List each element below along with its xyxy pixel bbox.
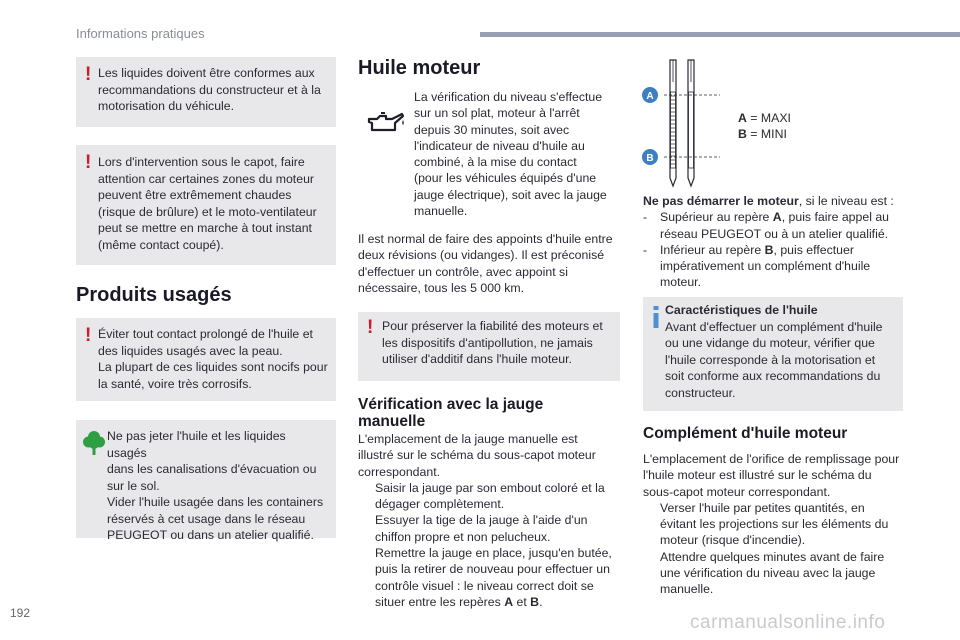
text-line: évitant les projections sur les éléments du — [660, 517, 889, 532]
warning-box-contact — [76, 318, 336, 401]
text-line: d'effectuer un contrôle, avec appoint si — [358, 264, 568, 279]
dash-item — [643, 242, 905, 291]
text-line: manuelle. — [660, 582, 714, 597]
oil-check-text — [414, 89, 614, 219]
text-line: Il est normal de faire des appoints d'huile entre — [358, 232, 613, 246]
text-line: Verser l'huile par petites quantités, en — [660, 500, 865, 515]
warning-exclamation-icon: ! — [85, 152, 92, 173]
legend-line — [738, 126, 791, 142]
box-line: peuvent être extrêmement chaudes — [98, 188, 292, 202]
box-line: la santé, voire très corrosifs. — [98, 376, 252, 391]
eco-tree-icon — [83, 430, 105, 456]
box-line: dans les canalisations d'évacuation ou — [107, 462, 317, 476]
legend-letter: B — [738, 127, 747, 141]
section-title-oil-topup: Complément d'huile moteur — [643, 425, 848, 442]
bullet-item — [643, 500, 905, 549]
box-line: La plupart de ces liquides sont nocifs pour — [98, 360, 328, 374]
text-line: illustré sur le schéma du sous-capot moteur — [358, 448, 596, 463]
warning-exclamation-icon: ! — [85, 325, 92, 346]
text-line: moteur. — [660, 275, 702, 290]
info-box-oil-specs — [643, 297, 903, 411]
text-span: Inférieur au repère — [660, 242, 765, 257]
text-line: L'emplacement de la jauge manuelle est — [358, 432, 578, 446]
bullet-item — [643, 549, 905, 598]
legend-letter: A — [738, 111, 747, 125]
text-line: réseau PEUGEOT ou à un atelier qualifié. — [660, 226, 889, 241]
text-line: correspondant. — [358, 464, 441, 479]
title-line: Vérification avec la jauge — [358, 396, 544, 413]
box-line: constructeur. — [665, 385, 736, 400]
box-line: l'huile corresponde à la motorisation et — [665, 352, 876, 367]
text-line — [660, 209, 905, 225]
box-line: Les liquides doivent être conformes aux — [98, 66, 315, 80]
text-line: l'indicateur de niveau d'huile au — [414, 138, 585, 153]
header-bar — [480, 32, 960, 37]
text-line — [375, 594, 620, 610]
watermark: carmanualsonline.info — [690, 612, 886, 633]
text-span: , si le niveau est : — [798, 194, 894, 208]
dipstick-instructions — [358, 431, 620, 610]
text-line: jauge électrique), soit avec la jauge — [414, 187, 607, 202]
text-line: contrôle visuel : le niveau correct doit se — [375, 578, 594, 593]
text-line: Remettre la jauge en place, jusqu'en butée, — [375, 546, 612, 561]
oil-topup-instructions — [643, 451, 905, 598]
text-span: , puis effectuer — [773, 242, 854, 257]
box-line: utiliser d'additif dans l'huile moteur. — [382, 352, 572, 366]
text-line: sous-capot moteur correspondant. — [643, 484, 831, 499]
eco-box-disposal — [76, 420, 336, 542]
box-line: Ne pas jeter l'huile et les liquides usagés — [107, 429, 286, 460]
marker-b-label: B — [646, 153, 654, 164]
box-line: Avant d'effectuer un complément d'huile — [665, 319, 883, 334]
text-line: Attendre quelques minutes avant de faire — [660, 549, 885, 564]
no-start-conditions — [643, 193, 905, 291]
text-line: Saisir la jauge par son embout coloré et la — [375, 480, 605, 495]
dash-mark: - — [643, 242, 648, 257]
dash-item — [643, 209, 905, 242]
box-line: sur le sol. — [107, 478, 160, 493]
warning-exclamation-icon: ! — [367, 317, 374, 338]
bullet-item — [358, 512, 620, 545]
text-span: . — [539, 594, 543, 609]
box-line: les dispositifs d'antipollution, ne jamais — [382, 335, 593, 350]
box-line: Lors d'intervention sous le capot, faire — [98, 155, 305, 169]
text-line: La vérification du niveau s'effectue — [414, 90, 603, 104]
text-line: l'huile moteur est illustré sur le schéma du — [643, 468, 872, 483]
legend-text: = MAXI — [746, 111, 791, 125]
text-line: Essuyer la tige de la jauge à l'aide d'un — [375, 513, 588, 528]
marker-ref-a: A — [504, 594, 514, 609]
box-line: PEUGEOT ou dans un atelier qualifié. — [107, 528, 314, 542]
warning-box-additive — [358, 312, 620, 381]
box-line: Pour préserver la fiabilité des moteurs et — [382, 319, 603, 333]
text-line: moteur (risque d'incendie). — [660, 533, 806, 548]
warning-box-hot-zones — [76, 145, 336, 265]
box-line: attention car certaines zones du moteur — [98, 171, 315, 186]
box-line: motorisation du véhicule. — [98, 99, 235, 113]
text-span: Supérieur au repère — [660, 210, 773, 225]
marker-ref-a: A — [772, 210, 782, 225]
legend-text: = MINI — [746, 127, 787, 141]
text-line: depuis 30 minutes, soit avec — [414, 122, 570, 137]
text-line: nécessaire, tous les 5 000 km. — [358, 280, 525, 295]
text-line: manuelle. — [414, 204, 468, 219]
text-line: impérativement un complément d'huile — [660, 259, 871, 274]
text-line: chiffon propre et non pelucheux. — [375, 529, 551, 544]
text-line: (pour les véhicules équipés d'une — [414, 171, 597, 186]
text-line: L'emplacement de l'orifice de remplissage pour — [643, 452, 900, 466]
text-line: une vérification du niveau avec la jauge — [660, 566, 876, 581]
page-number: 192 — [10, 606, 31, 620]
text-line: combiné, à la mise du contact — [414, 155, 577, 170]
page-header-title: Informations pratiques — [76, 26, 205, 41]
box-line: ou une vidange du moteur, vérifier que — [665, 336, 875, 350]
box-line: peut se mettre en marche à tout instant — [98, 221, 312, 235]
section-title-engine-oil: Huile moteur — [358, 57, 481, 79]
oil-topup-paragraph — [358, 231, 620, 296]
box-line: recommandations du constructeur et à la — [98, 82, 321, 97]
warning-box-fluids — [76, 57, 336, 127]
box-line: des liquides usagés avec la peau. — [98, 343, 283, 358]
text-line: dégager complètement. — [375, 497, 505, 512]
text-span: , puis faire appel au — [781, 210, 890, 225]
section-title-used-products: Produits usagés — [76, 284, 232, 306]
info-icon — [652, 306, 660, 328]
box-line: soit conforme aux recommandations du — [665, 369, 881, 383]
marker-a-label: A — [646, 91, 654, 102]
box-line: (même contact coupé). — [98, 237, 224, 252]
dipstick-legend — [738, 110, 791, 142]
text-line — [643, 193, 905, 209]
dash-mark: - — [643, 210, 648, 225]
marker-ref-b: B — [530, 594, 540, 609]
oil-can-icon — [366, 110, 406, 134]
dipstick-illustration — [640, 58, 732, 188]
text-line: puis la retirer de nouveau pour effectuer un — [375, 562, 610, 577]
title-line: manuelle — [358, 413, 426, 430]
box-line: réservés à cet usage dans le réseau — [107, 511, 306, 526]
text-line: deux révisions (ou vidanges). Il est préconisé — [358, 248, 605, 263]
bullet-item — [358, 480, 620, 513]
text-line: sur un sol plat, moteur à l'arrêt — [414, 106, 580, 121]
text-line — [660, 242, 905, 258]
box-line: Vider l'huile usagée dans les containers — [107, 495, 324, 509]
bullet-item — [358, 545, 620, 610]
box-line: Éviter tout contact prolongé de l'huile et — [98, 327, 313, 341]
text-span: et — [513, 594, 531, 609]
warning-exclamation-icon: ! — [85, 64, 92, 85]
text-bold: Ne pas démarrer le moteur — [643, 194, 799, 208]
box-line: (risque de brûlure) et le moto-ventilateur — [98, 204, 317, 219]
legend-line — [738, 110, 791, 126]
subsection-title-manual-dipstick — [358, 396, 543, 430]
info-title: Caractéristiques de l'huile — [665, 303, 818, 317]
text-span: situer entre les repères — [375, 594, 505, 609]
marker-ref-b: B — [764, 242, 774, 257]
